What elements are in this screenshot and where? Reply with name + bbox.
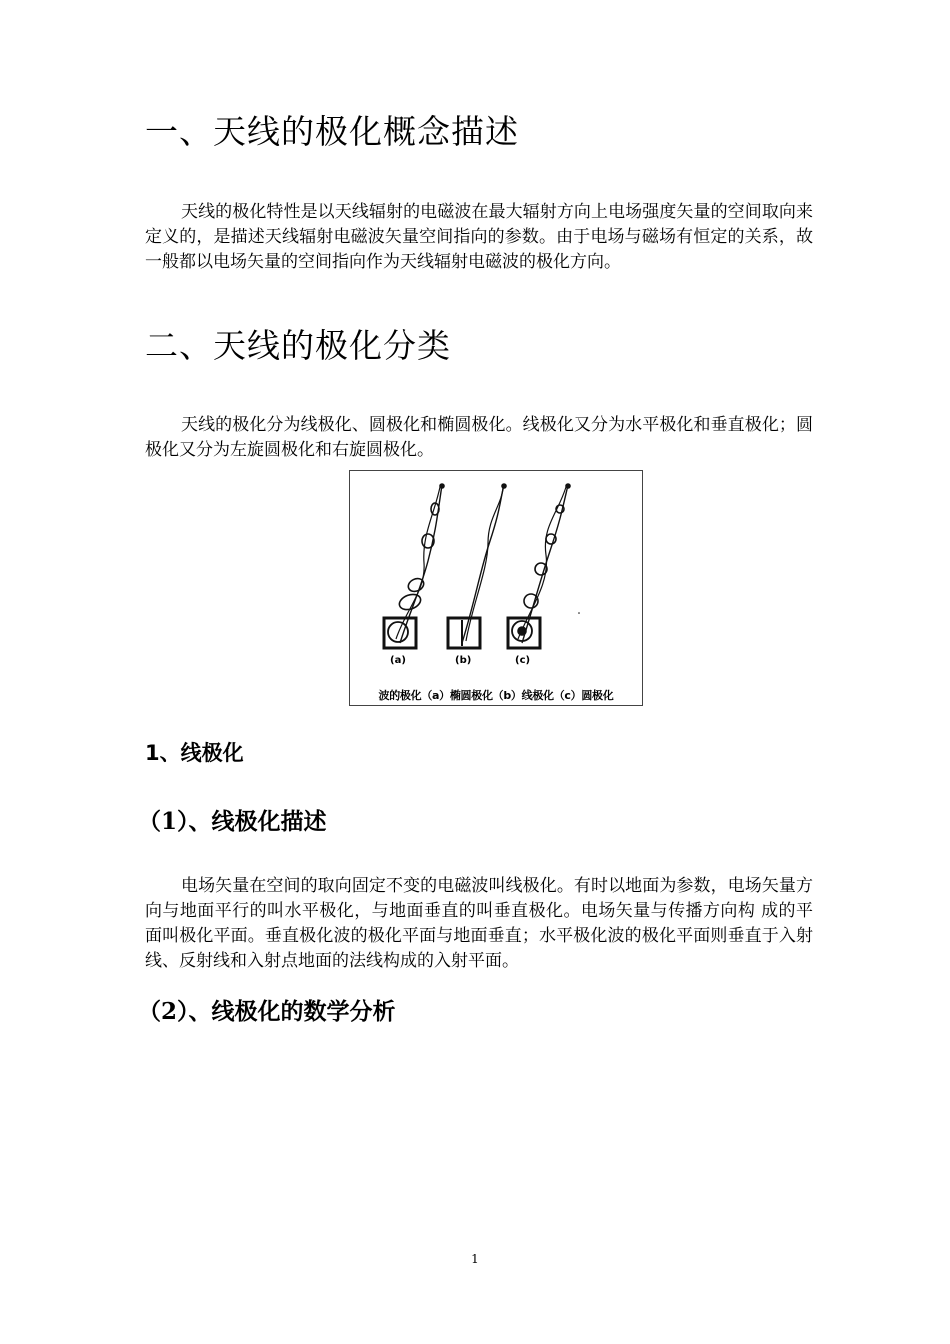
section-2-heading: 二、天线的极化分类 <box>145 326 451 365</box>
speck-mark <box>578 612 580 614</box>
polarization-illustration <box>350 471 642 705</box>
item-1-heading <box>138 807 327 837</box>
polarization-figure <box>349 470 643 706</box>
item-1-title: 、线极化描述 <box>188 809 327 835</box>
section-1-heading: 一、天线的极化概念描述 <box>145 112 519 151</box>
figure-label-a: (a) <box>390 655 406 666</box>
page-number: 1 <box>471 1252 479 1266</box>
figure-caption: 波的极化（a）椭圆极化（b）线极化（c）圆极化 <box>378 689 614 702</box>
item-2-title: 、线极化的数学分析 <box>188 999 396 1025</box>
circular-wave-drawing <box>508 484 570 648</box>
item-1-number: （1） <box>138 808 189 835</box>
figure-label-b: (b) <box>455 655 472 666</box>
figure-label-c: (c) <box>515 655 531 666</box>
section-1-paragraph: 天线的极化特性是以天线辐射的电磁波在最大辐射方向上电场强度矢量的空间取向来定义的，是描述天线辐射电磁波矢量空间指向的参数。由于电场与磁场有恒定的关系，故一般都以电场矢量的空间指向作为天线辐射电磁波的极化方向。 <box>145 202 813 272</box>
subsection-1-heading: 1、线极化 <box>145 741 244 765</box>
section-2-paragraph: 天线的极化分为线极化、圆极化和椭圆极化。线极化又分为水平极化和垂直极化；圆极化又分为左旋圆极化和右旋圆极化。 <box>145 415 813 460</box>
elliptical-wave-drawing <box>384 484 444 648</box>
item-2-heading <box>138 997 396 1027</box>
item-1-paragraph: 电场矢量在空间的取向固定不变的电磁波叫线极化。有时以地面为参数，电场矢量方向与地面平行的叫水平极化，与地面垂直的叫垂直极化。电场矢量与传播方向构 成的平面叫极化平面。垂直极化波的极化平面与地面垂直；水平极化波的极化平面则垂直于入射线、反射线和入射点地面的法线构成的入射平面。 <box>145 876 813 971</box>
linear-wave-drawing <box>448 484 506 648</box>
item-2-number: （2） <box>138 998 189 1025</box>
